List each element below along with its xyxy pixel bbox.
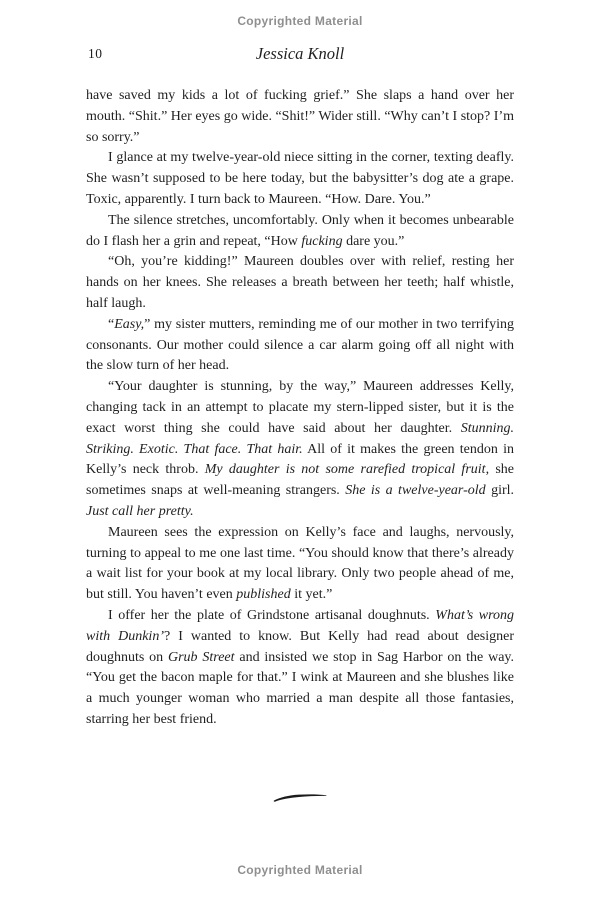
page-header	[86, 44, 514, 66]
calligraphic-swash-icon	[272, 791, 328, 808]
text-run: “Oh, you’re kidding!” Maureen doubles over with relief, resting her hands on her knees. She releases a breath between her teeth; half whistle, half laugh.	[86, 254, 514, 311]
italic-text-run: published	[236, 587, 291, 603]
section-divider	[86, 790, 514, 809]
text-run: The silence stretches, uncomfortably. Only when it becomes unbearable do I flash her a grin and repeat, “How	[86, 212, 514, 249]
paragraph	[86, 86, 514, 148]
body-text	[86, 86, 514, 731]
running-header-author: Jessica Knoll	[255, 44, 345, 63]
text-run: All of it makes the green tendon in Kelly’s neck throb.	[86, 441, 515, 478]
text-run: girl.	[485, 483, 515, 499]
paragraph	[86, 211, 514, 253]
italic-text-run: Stunning. Striking. Exotic. That face. That hair.	[86, 420, 514, 457]
italic-text-run: My daughter is not some rarefied tropical fruit	[204, 462, 486, 478]
italic-text-run: Just call her pretty.	[86, 503, 194, 519]
text-run: ” my sister mutters, reminding me of our mother in two terrifying consonants. Our mother could silence a car alarm going off all night with the slow turn of her head.	[86, 316, 514, 374]
italic-text-run: fucking	[301, 233, 343, 249]
page-number: 10	[88, 46, 103, 61]
text-run: , she sometimes snaps at well-meaning strangers.	[86, 462, 514, 499]
italic-text-run: She is a twelve-year-old	[345, 483, 486, 499]
italic-text-run: Grub Street	[168, 649, 235, 665]
text-run: “Your daughter is stunning, by the way,” Maureen addresses Kelly, changing tack in an attempt to placate my stern-lipped sister, but it is the exact worst thing she could have said about her daughter.	[86, 379, 514, 436]
text-run: have saved my kids a lot of fucking grief.” She slaps a hand over her mouth. “Shit.” Her eyes go wide. “Shit!” Wider still. “Why can’t I stop? I’m so sorry.”	[86, 88, 514, 145]
paragraph	[86, 606, 514, 731]
paragraph	[86, 315, 514, 377]
text-run: I offer her the plate of Grindstone artisanal doughnuts.	[108, 607, 436, 623]
copyright-watermark-top: Copyrighted Material	[237, 14, 363, 28]
text-run: and insisted we stop in Sag Harbor on the way. “You get the bacon maple for that.” I wink at Maureen and she blushes like a much younger woman who married a man despite all those fantasies, starring her best friend.	[86, 649, 515, 727]
text-run: Maureen sees the expression on Kelly’s face and laughs, nervously, turning to appeal to me one last time. “You should know that there’s already a wait list for your book at my local library. Only two people ahead of me, but still. You haven’t even	[86, 524, 514, 603]
text-run: ? I wanted to know. But Kelly had read about designer doughnuts on	[86, 628, 515, 665]
text-run: I glance at my twelve-year-old niece sitting in the corner, texting deafly. She wasn’t supposed to be here today, but the babysitter’s dog ate a grape. Toxic, apparently. I turn back to Maureen. “How. Dare. You.”	[86, 150, 514, 207]
text-run: it yet.”	[290, 587, 333, 603]
italic-text-run: What’s wrong with Dunkin’	[86, 607, 514, 644]
text-run: dare you.”	[342, 233, 405, 249]
paragraph	[86, 252, 514, 314]
paragraph	[86, 377, 514, 523]
italic-text-run: Easy,	[114, 316, 145, 332]
copyright-watermark-bottom: Copyrighted Material	[237, 863, 363, 877]
paragraph	[86, 148, 514, 210]
paragraph	[86, 523, 514, 606]
text-run: “	[108, 316, 115, 332]
